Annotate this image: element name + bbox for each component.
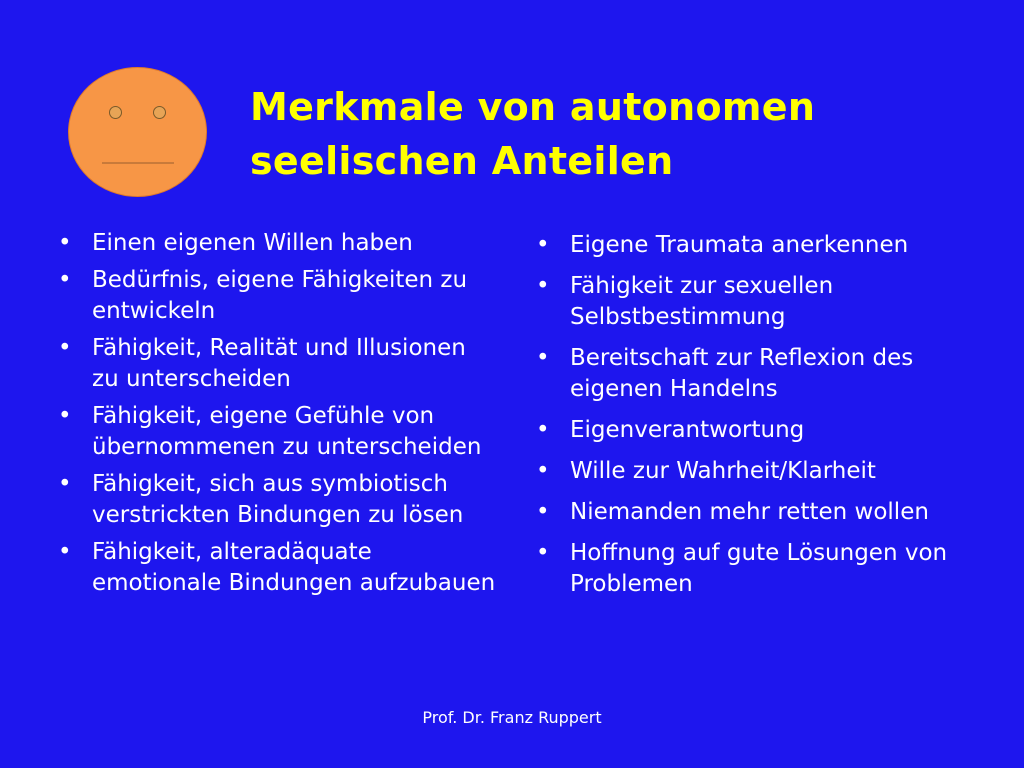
slide-title [250, 80, 950, 188]
slide-title-line-1: Merkmale von autonomen [250, 85, 816, 129]
list-item: • Eigenverantwortung [536, 415, 956, 446]
list-item: • Einen eigenen Willen haben [58, 228, 498, 259]
left-eye-icon [109, 106, 122, 119]
list-item: • Bereitschaft zur Reflexion des eigenen Handelns [536, 343, 956, 405]
list-item: • Fähigkeit, Realität und Illusionen zu unterscheiden [58, 333, 498, 395]
list-item: • Fähigkeit zur sexuellen Selbstbestimmung [536, 271, 956, 333]
right-eye-icon [153, 106, 166, 119]
left-bullet-list [58, 228, 498, 605]
list-item: • Fähigkeit, alteradäquate emotionale Bindungen aufzubauen [58, 537, 498, 599]
list-item: • Fähigkeit, sich aus symbiotisch verstrickten Bindungen zu lösen [58, 469, 498, 531]
list-item: • Hoffnung auf gute Lösungen von Problemen [536, 538, 956, 600]
list-item: • Wille zur Wahrheit/Klarheit [536, 456, 956, 487]
neutral-face-icon [68, 67, 207, 197]
mouth-line-icon [102, 162, 174, 164]
slide-footer: Prof. Dr. Franz Ruppert [422, 708, 602, 727]
list-item: • Eigene Traumata anerkennen [536, 230, 956, 261]
right-bullet-list [536, 230, 956, 610]
list-item: • Fähigkeit, eigene Gefühle von übernommenen zu unterscheiden [58, 401, 498, 463]
list-item: • Bedürfnis, eigene Fähigkeiten zu entwickeln [58, 265, 498, 327]
list-item: • Niemanden mehr retten wollen [536, 497, 956, 528]
slide-title-line-2: seelischen Anteilen [250, 139, 674, 183]
